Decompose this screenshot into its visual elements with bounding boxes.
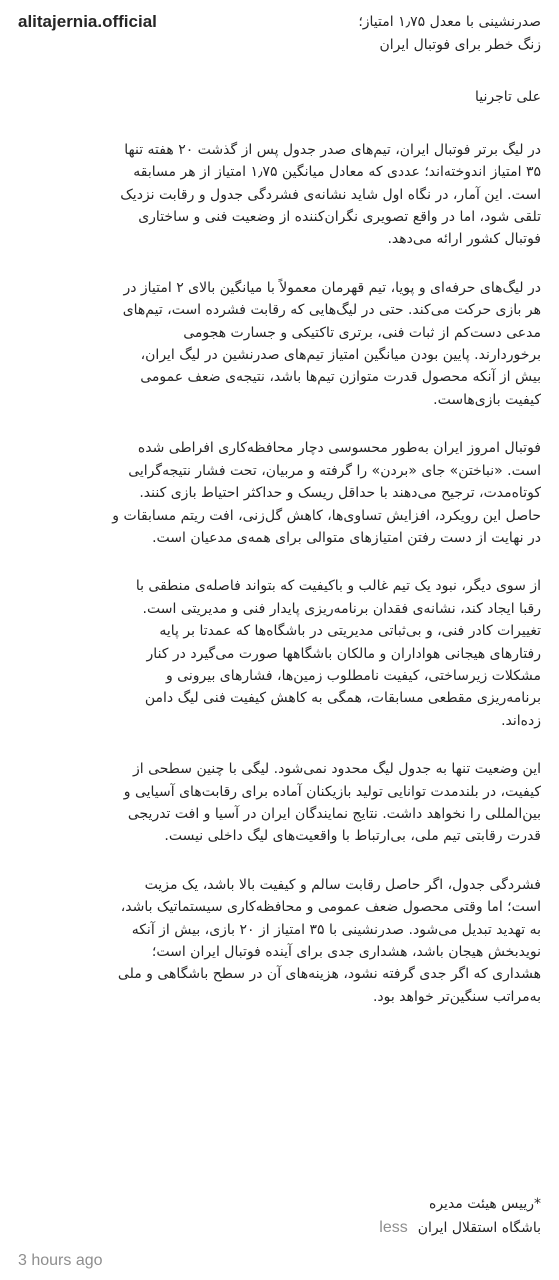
caption-line: برخوردارند. پایین بودن میانگین امتیاز تیم‌های صدرنشین در لیگ ایران، [140, 347, 541, 364]
caption-intro-line: صدرنشینی با معدل ۱٫۷۵ امتیاز؛ [358, 14, 541, 30]
caption-body [18, 34, 541, 1008]
caption-line: تغییرات کادر فنی، و بی‌ثباتی مدیریتی در باشگاه‌ها که عمدتا بر پایه [159, 623, 541, 640]
caption-paragraph-3 [18, 437, 541, 549]
caption-line: مشکلات زیرساختی، کیفیت نامطلوب زمین‌ها، فشارهای بیرونی و [165, 667, 541, 684]
caption-line: کیفیت، در بلندمدت توانایی تولید بازیکنان آماده برای رقابت‌های آسیایی و [123, 783, 541, 800]
less-button[interactable]: less [379, 1219, 408, 1236]
signature-title: *رییس هیئت مدیره [428, 1196, 541, 1212]
caption-line: ۳۵ امتیاز اندوخته‌اند؛ عددی که معادل میانگین ۱٫۷۵ امتیاز از هر مسابقه [133, 164, 541, 181]
caption-line: کیفیت بازی‌هاست. [433, 391, 541, 408]
caption-header [18, 10, 541, 34]
caption-line: است؛ اما وقتی محصول ضعف عمومی و محافظه‌کاری سیستماتیک باشد، [120, 899, 541, 916]
caption-title: زنگ خطر برای فوتبال ایران [379, 37, 541, 53]
caption-line: بین‌المللی را نخواهد داشت. نتایج نمایندگان ایران در آسیا و افت تدریجی [127, 805, 541, 822]
caption-paragraph-2 [18, 277, 541, 411]
caption-line: کوتاه‌مدت، ترجیح می‌دهند با حداقل ریسک و حداکثر احتیاط بازی کنند. [139, 485, 541, 502]
caption-line: در لیگ‌های حرفه‌ای و پویا، تیم قهرمان معمولاً با میانگین بالای ۲ امتیاز در [123, 279, 541, 296]
caption-paragraph-1 [18, 139, 541, 251]
caption-line: رقبا ایجاد کند، نشانه‌ی فقدان برنامه‌ریزی پایدار فنی و مدیریتی است. [142, 600, 541, 617]
caption-line: مدعی دست‌کم از ثبات فنی، برتری تاکتیکی و جسارت هجومی [183, 324, 541, 341]
caption-line: بیش از آنکه محصول قدرت متوازن تیم‌ها باشد، نتیجه‌ی ضعف عمومی [140, 369, 541, 386]
caption-line: نویدبخش هیجان باشد، هشداری جدی برای آینده فوتبال ایران است؛ [151, 944, 541, 960]
caption-line: به‌مراتب سنگین‌تر خواهد بود. [372, 988, 541, 1005]
caption-line: فشردگی جدول، اگر حاصل رقابت سالم و کیفیت بالا باشد، یک مزیت [144, 876, 541, 893]
caption-line: قدرت رقابتی تیم ملی، بی‌ارتباط با واقعیت‌های لیگ داخلی نیست. [164, 828, 541, 845]
caption-line: زده‌اند. [501, 712, 541, 729]
caption-author: علی تاجرنیا [474, 89, 541, 106]
caption-line: است. این آمار، در نگاه اول شاید نشانه‌ی فشردگی جدول و رقابت نزدیک [120, 186, 541, 203]
username-link[interactable]: alitajernia.official [18, 12, 157, 31]
caption-line: این وضعیت تنها به جدول لیگ محدود نمی‌شود. لیگی با چنین سطحی از [133, 761, 541, 778]
caption-title-block [18, 34, 541, 56]
caption-line: فوتبال کشور ارائه می‌دهد. [387, 231, 541, 248]
caption-line: فوتبال امروز ایران به‌طور محسوسی دچار محافظه‌کاری افراطی شده [137, 440, 541, 457]
caption-line: به تهدید تبدیل می‌شود. صدرنشینی با ۳۵ امتیاز از ۲۰ بازی، بیش از آنکه [131, 921, 541, 938]
caption-line: تلقی شود، اما در واقع تصویری نگران‌کننده از وضعیت فنی و ساختاری [138, 209, 541, 226]
caption-line: برنامه‌ریزی مقطعی مسابقات، همگی به کاهش کیفیت فنی لیگ دامن [144, 690, 541, 707]
caption-line: رفتارهای هیجانی هواداران و مالکان باشگاهها صورت می‌گیرد در کنار [146, 645, 541, 662]
caption-paragraph-5 [18, 758, 541, 848]
caption-paragraph-4 [18, 575, 541, 732]
caption-line: از سوی دیگر، نبود یک تیم غالب و باکیفیت که بتواند فاصله‌ی منطقی با [135, 578, 541, 595]
post-timestamp[interactable]: 3 hours ago [18, 1252, 103, 1269]
caption-line: هر بازی حرکت می‌کند. حتی در لیگ‌هایی که رقابت فشرده است، تیم‌های [122, 302, 541, 319]
caption-line: است. «نباختن» جای «بردن» را گرفته و مربیان، تحت فشار نتیجه‌گرایی [128, 462, 541, 479]
signature-club: باشگاه استقلال ایران [417, 1220, 541, 1236]
caption-paragraph-6 [18, 874, 541, 1008]
signature-club-line [18, 1216, 541, 1240]
caption-line: هشداری که اگر جدی گرفته نشود، هزینه‌های آن در سطح باشگاهی و ملی [117, 966, 541, 983]
caption-line: در نهایت از دست رفتن امتیازهای متوالی برای همه‌ی مدعیان است. [152, 529, 541, 546]
caption-author-block [18, 86, 541, 108]
caption-signature [18, 1192, 541, 1240]
caption-line: در لیگ برتر فوتبال ایران، تیم‌های صدر جدول پس از گذشت ۲۰ هفته تنها [124, 141, 541, 158]
caption-line: حاصل این رویکرد، افزایش تساوی‌ها، کاهش گل‌زنی، افت ریتم مسابقات و [112, 507, 541, 524]
